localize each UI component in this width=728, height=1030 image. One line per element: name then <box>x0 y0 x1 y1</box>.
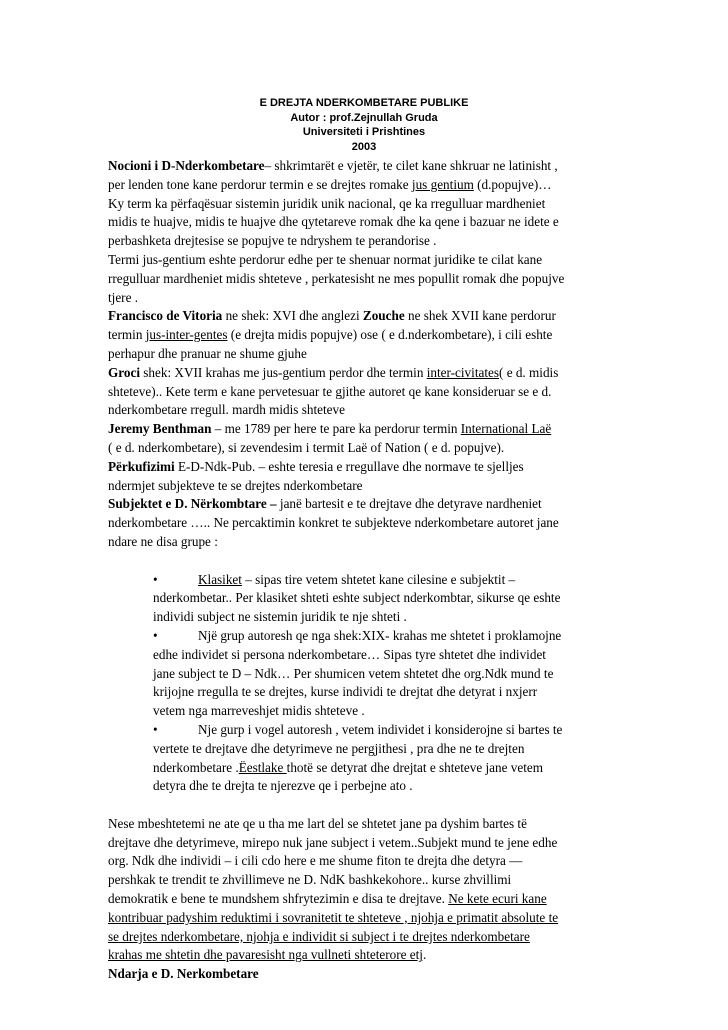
text-line: ndare ne disa grupe : <box>108 533 218 549</box>
text-line: detyra dhe te drejta te njerezve qe i perbejne ato . <box>153 778 413 794</box>
text-line <box>108 157 618 176</box>
underlined-text: kontribuar padyshim reduktimi i sovranitetit te shteteve , njohja e primatit absolute te <box>108 909 559 925</box>
term-subjektet: Subjektet e D. Nërkombtare – <box>108 496 277 512</box>
text-line <box>108 946 618 965</box>
underlined-term: jus-inter-gentes <box>145 327 228 343</box>
name-groci: Groci <box>108 364 140 380</box>
text-line: nderkombetare rregull. mardh midis shteteve <box>108 402 345 418</box>
underlined-text: krahas me shtetin dhe pavaresisht nga vullneti shteterore etj <box>108 947 423 963</box>
text-span: – me 1789 per here te pare ka perdorur termin <box>211 421 461 437</box>
document-year: 2003 <box>351 140 377 153</box>
text-line <box>108 890 618 909</box>
bullet-icon: • <box>153 627 158 643</box>
bullet-icon: • <box>153 571 158 587</box>
text-span: demokratik e bene te mundshem shfrytezimin e disa te drejtave. <box>108 891 449 907</box>
text-line: ndermjet subjekteve te se drejtes nderkombetare <box>108 477 363 493</box>
text-line <box>108 326 618 345</box>
underlined-term: International Laë <box>460 421 552 437</box>
text-span: ne shek: XVI dhe anglezi <box>222 308 363 324</box>
text-span: nderkombetare . <box>153 759 239 775</box>
list-item <box>108 721 618 740</box>
name-zouche: Zouche <box>362 308 405 324</box>
text-line <box>108 420 618 439</box>
blank-line <box>108 796 618 815</box>
text-line: midis te huajve, midis te huajve dhe qytetareve romak dhe ka qene i bazuar ne idete e <box>108 214 559 230</box>
text-span: thotë se detyrat dhe drejtat e shteteve jane vetem <box>286 759 543 775</box>
text-line: drejtave dhe detyrimeve, mirepo nuk jane subject i vetem..Subjekt mund te jene edhe <box>108 834 558 850</box>
term-perkufizimi: Përkufizimi <box>108 458 175 474</box>
underlined-text: Ne kete ecuri kane <box>448 891 547 907</box>
text-span: shek: XVII krahas me jus-gentium perdor dhe termin <box>139 364 427 380</box>
text-line: individi subject ne sistemin juridik te nje shteti . <box>153 609 407 625</box>
text-line <box>108 759 618 778</box>
document-author: Autor : prof.Zejnullah Gruda <box>290 111 438 124</box>
underlined-term: Klasiket <box>198 571 242 587</box>
text-span: ne shek XVII kane perdorur <box>404 308 556 324</box>
document-header <box>0 96 728 154</box>
text-line: krijojne rregulla te se drejtes, kurse individi te drejtat dhe detyrat i nxjerr <box>153 684 538 700</box>
text-line: perhapur dhe pranuar ne shume gjuhe <box>108 345 307 361</box>
text-line <box>108 458 618 477</box>
text-span: – sipas tire vetem shtetet kane cilesine e subjektit – <box>241 571 516 587</box>
underlined-term: inter-civitates <box>426 364 499 380</box>
text-line <box>108 495 618 514</box>
bullet-list <box>108 571 618 797</box>
blank-line <box>108 552 618 571</box>
text-line: pershkak te trendit te zhvillimeve ne D. NdK bashkekohore.. kurse zhvillimi <box>108 872 512 888</box>
text-line: jane subject te D – Ndk… Per shumicen vetem shtetet dhe org.Ndk mund te <box>153 665 554 681</box>
list-item <box>108 627 618 646</box>
text-span: janë bartesit e te drejtave dhe detyrave nardheniet <box>276 496 542 512</box>
section-heading-text: Ndarja e D. Nerkombetare <box>108 966 259 982</box>
text-line: tjere . <box>108 289 139 305</box>
text-line: nderkombetare ….. Ne percaktimin konkret te subjekteve nderkombetare autoret jane <box>108 515 559 531</box>
text-line: nderkombetar.. Per klasiket shteti eshte subject nderkombtar, sikurse qe eshte <box>153 590 561 606</box>
text-span <box>153 572 515 587</box>
text-line: vetem nga marreveshjet midis shteteve . <box>153 703 365 719</box>
text-line: ( e d. nderkombetare), si zevendesim i termit Laë of Nation ( e d. popujve). <box>108 439 505 455</box>
underlined-text: se drejtes nderkombetare, njohja e individit si subject i te drejtes nderkombetare <box>108 928 530 944</box>
name-vitoria: Francisco de Vitoria <box>108 308 223 324</box>
text-span: (e drejta midis popujve) ose ( e d.nderkombetare), i cili eshte <box>227 327 553 343</box>
text-span: – shkrimtarët e vjetër, te cilet kane shkruar ne latinisht , <box>264 158 558 173</box>
text-line: shteteve).. Kete term e kane pervetesuar te gjithe autoret qe kane konsideruar se e d. <box>108 383 552 399</box>
text-line <box>108 307 618 326</box>
text-line: Ky term ka përfaqësuar sistemin juridik unik nacional, qe ka rregulluar mardheniet <box>108 195 546 211</box>
text-span: Një grup autoresh qe nga shek:XIX- krahas me shtetet i proklamojne <box>198 627 562 643</box>
document-body <box>108 157 618 984</box>
document-title: E DREJTA NDERKOMBETARE PUBLIKE <box>259 97 469 109</box>
text-line: Termi jus-gentium eshte perdorur edhe per te shenuar normat juridike te cilat kane <box>108 251 543 267</box>
text-line: rregulluar mardheniet midis shteteve , perkatesisht ne mes popullit romak dhe popujve <box>108 270 565 286</box>
bullet-icon: • <box>153 721 158 737</box>
text-span: ( e d. midis <box>499 364 559 380</box>
text-span: termin <box>108 327 146 343</box>
term-nocioni: Nocioni i D-Nderkombetare <box>108 158 265 173</box>
text-line <box>108 364 618 383</box>
text-line: vertete te drejtave dhe detyrimeve ne pergjithesi , pra dhe ne te drejten <box>153 740 525 756</box>
text-span: Nje gurp i vogel autoresh , vetem individet i konsiderojne si bartes te <box>198 721 563 737</box>
text-line: edhe individet si persona nderkombetare… Sipas tyre shtetet dhe individet <box>153 646 546 662</box>
underlined-term: jus gentium <box>411 176 474 192</box>
list-item <box>108 571 618 590</box>
text-span: per lenden tone kane perdorur termin e se drejtes romake <box>108 176 412 192</box>
name-benthman: Jeremy Benthman <box>108 421 212 437</box>
text-line: Nese mbeshtetemi ne ate qe u tha me lart del se shtetet jane pa dyshim bartes të <box>108 815 527 831</box>
text-span: . <box>422 947 427 963</box>
section-heading <box>108 965 618 984</box>
text-line: org. Ndk dhe individi – i cili cdo here e me shume fiton te drejta dhe detyra — <box>108 853 523 869</box>
text-span: E-D-Ndk-Pub. – eshte teresia e rregullave dhe normave te sjelljes <box>174 458 524 474</box>
document-university: Universiteti i Prishtines <box>302 126 426 138</box>
text-span: (d.popujve)… <box>473 176 552 192</box>
text-line <box>108 176 618 195</box>
text-line: perbashketa drejtesise se popujve te ndryshem te perandorise . <box>108 233 437 249</box>
underlined-term: Ëestlake <box>238 759 287 775</box>
